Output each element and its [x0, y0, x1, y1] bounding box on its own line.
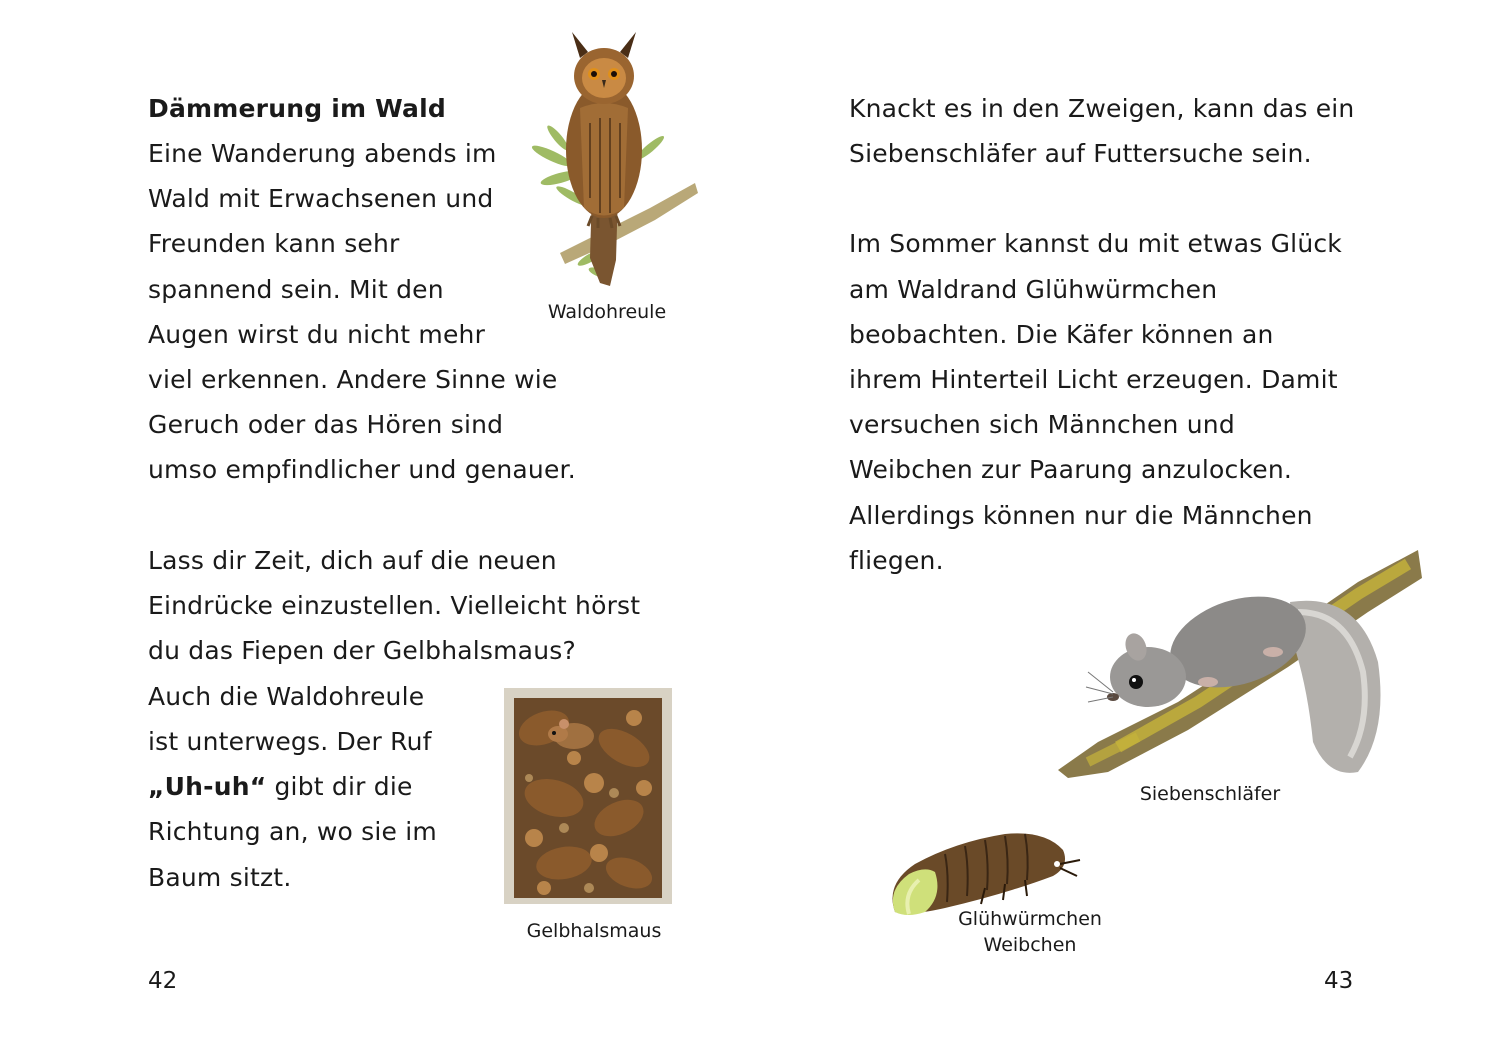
text-line: Lass dir Zeit, dich auf die neuen: [148, 546, 557, 575]
text-line: ist unterwegs. Der Ruf: [148, 727, 432, 756]
dormouse-illustration: [1058, 542, 1422, 778]
text-line: am Waldrand Glühwürmchen: [849, 275, 1218, 304]
text-line: Freunden kann sehr: [148, 229, 400, 258]
text-line: Eindrücke einzustellen. Vielleicht hörst: [148, 591, 641, 620]
owl-call-text: „Uh-uh“: [148, 772, 267, 801]
yellow-necked-mouse-illustration: [504, 688, 672, 904]
text-line: ihrem Hinterteil Licht erzeugen. Damit: [849, 365, 1338, 394]
caption-dormouse: Siebenschläfer: [1139, 783, 1281, 805]
caption-owl: Waldohreule: [547, 301, 667, 323]
text-line: du das Fiepen der Gelbhalsmaus?: [148, 636, 576, 665]
text-line: Wald mit Erwachsenen und: [148, 184, 494, 213]
owl-illustration: [530, 28, 700, 290]
text-line: beobachten. Die Käfer können an: [849, 320, 1274, 349]
text-line: versuchen sich Männchen und: [849, 410, 1235, 439]
page-number-right: 43: [1324, 968, 1354, 994]
text-line: Baum sitzt.: [148, 863, 292, 892]
text-line: [148, 764, 413, 809]
caption-mouse: Gelbhalsmaus: [526, 920, 662, 942]
text-line: Augen wirst du nicht mehr: [148, 320, 486, 349]
text-line: fliegen.: [849, 546, 944, 575]
caption-glowworm-line-2: Weibchen: [983, 934, 1077, 956]
text-line: Im Sommer kannst du mit etwas Glück: [849, 229, 1342, 258]
text-line: umso empfindlicher und genauer.: [148, 455, 576, 484]
caption-glowworm-line-1: Glühwürmchen: [958, 908, 1102, 930]
text-line: Weibchen zur Paarung anzulocken.: [849, 455, 1293, 484]
text-line-rest: gibt dir die: [266, 772, 413, 801]
text-line: Siebenschläfer auf Futtersuche sein.: [849, 139, 1312, 168]
text-line: Richtung an, wo sie im: [148, 817, 437, 846]
text-line: Auch die Waldohreule: [148, 682, 425, 711]
text-line: Allerdings können nur die Männchen: [849, 501, 1313, 530]
text-line: spannend sein. Mit den: [148, 275, 444, 304]
right-page: [750, 0, 1500, 1061]
text-line: Geruch oder das Hören sind: [148, 410, 504, 439]
page-number-left: 42: [148, 968, 178, 994]
section-heading: Dämmerung im Wald: [148, 94, 446, 123]
text-line: Eine Wanderung abends im: [148, 139, 497, 168]
text-line: Knackt es in den Zweigen, kann das ein: [849, 94, 1355, 123]
text-line: viel erkennen. Andere Sinne wie: [148, 365, 558, 394]
